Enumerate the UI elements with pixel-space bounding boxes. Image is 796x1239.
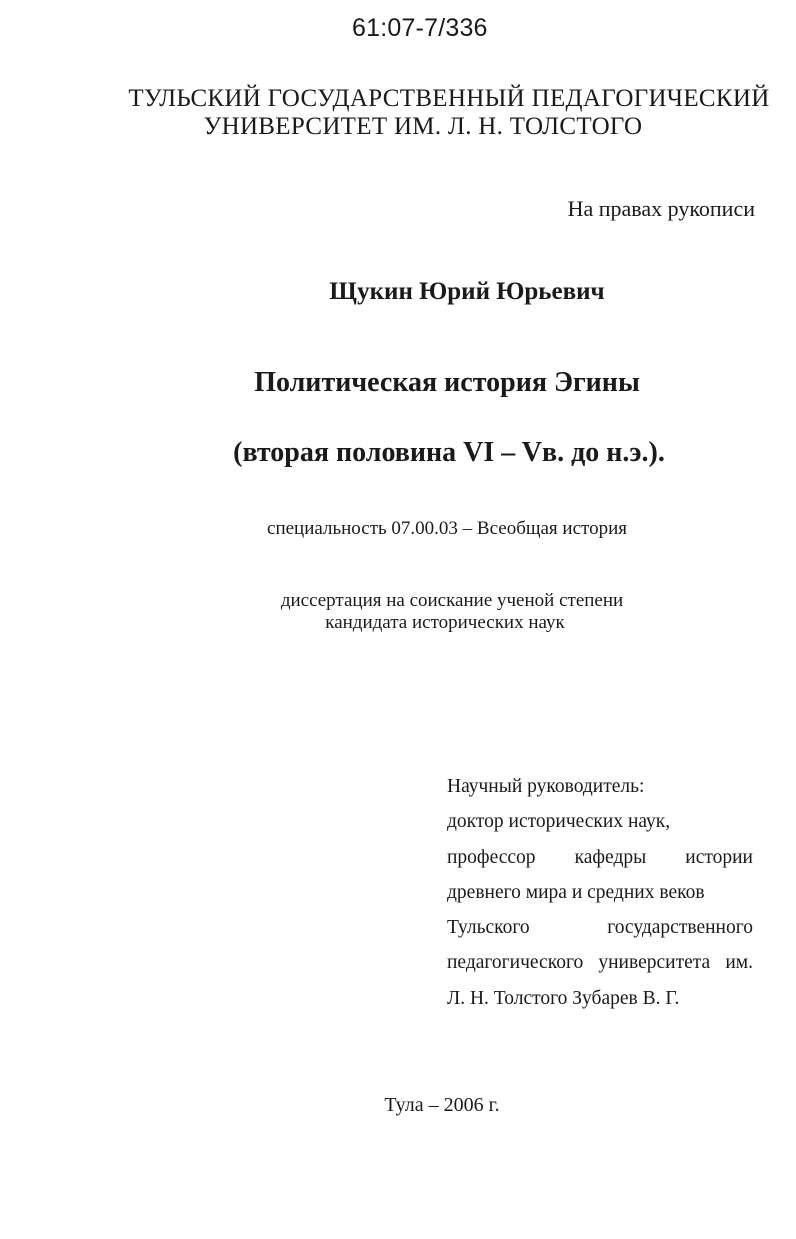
supervisor-word: университета xyxy=(598,952,711,974)
manuscript-note: На правах рукописи xyxy=(567,196,755,221)
supervisor-line-3: древнего мира и средних веков xyxy=(447,881,705,903)
dissertation-title: Политическая история Эгины xyxy=(254,367,640,398)
supervisor-line-1: доктор исторических наук, xyxy=(447,811,671,833)
supervisor-word: государственного xyxy=(607,917,753,939)
supervisor-line-6: Л. Н. Толстого Зубарев В. Г. xyxy=(447,987,680,1009)
supervisor-heading: Научный руководитель: xyxy=(447,776,645,797)
supervisor-word: им. xyxy=(725,952,753,974)
degree-line-2: кандидата исторических наук xyxy=(325,612,565,633)
supervisor-word: Тульского xyxy=(447,917,530,939)
supervisor-word: профессор xyxy=(447,846,536,868)
archive-code: 61:07-7/336 xyxy=(352,14,488,42)
degree-line-1: диссертация на соискание ученой степени xyxy=(280,590,624,611)
supervisor-word: кафедры xyxy=(574,846,647,868)
supervisor-line-4 xyxy=(447,916,753,951)
supervisor-line-2 xyxy=(447,846,753,881)
supervisor-word: истории xyxy=(685,846,753,868)
supervisor-word: педагогического xyxy=(447,952,584,974)
specialty-line: специальность 07.00.03 – Всеобщая история xyxy=(267,518,627,539)
university-name-line-1: ТУЛЬСКИЙ ГОСУДАРСТВЕННЫЙ ПЕДАГОГИЧЕСКИЙ xyxy=(128,85,770,112)
supervisor-line-5 xyxy=(447,951,753,986)
supervisor-block xyxy=(447,775,753,1022)
city-year: Тула – 2006 г. xyxy=(384,1094,500,1116)
author-name: Щукин Юрий Юрьевич xyxy=(329,278,605,305)
dissertation-period: (вторая половина VI – Vв. до н.э.). xyxy=(233,437,665,468)
university-name-line-2: УНИВЕРСИТЕТ ИМ. Л. Н. ТОЛСТОГО xyxy=(203,113,643,140)
